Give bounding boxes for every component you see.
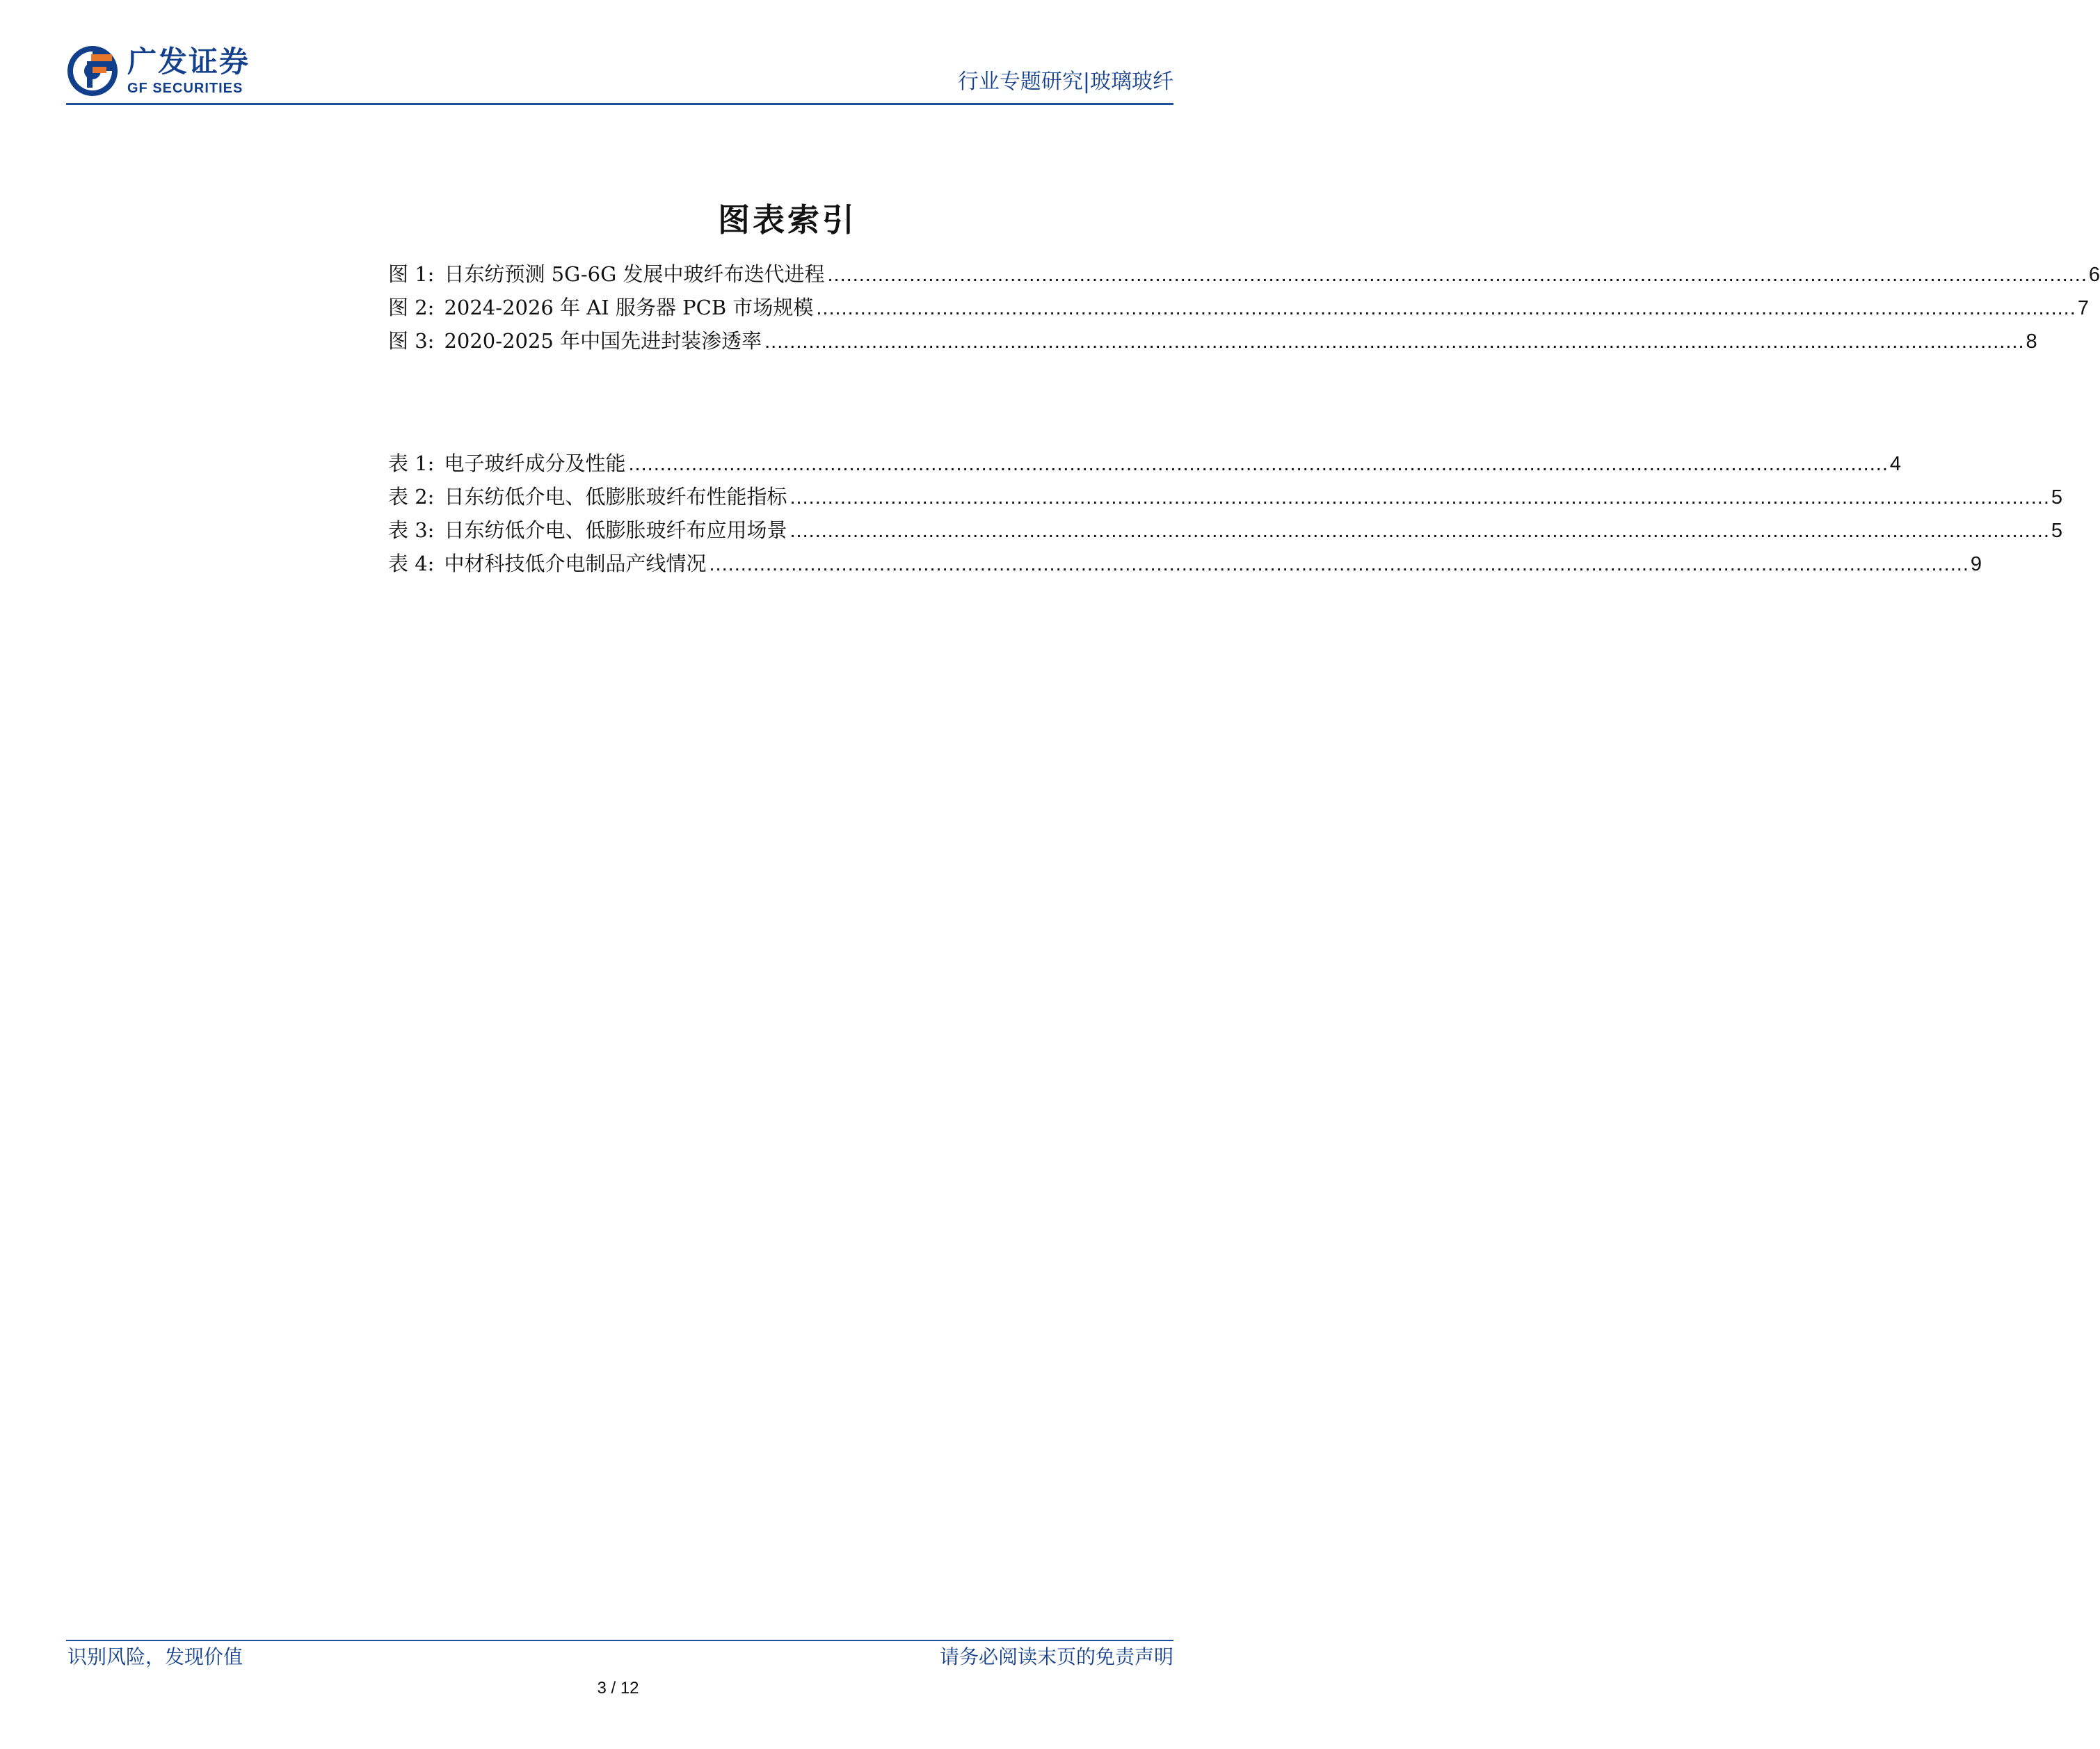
toc-entry-figure-1[interactable] [388, 257, 2100, 291]
toc-entry-table-4[interactable] [388, 547, 1982, 580]
toc-leader-dots: ........................................................................................................................................................................................................ [709, 553, 1969, 575]
toc-entry-figure-3[interactable] [388, 324, 2037, 358]
toc-entry-table-2[interactable] [388, 480, 2063, 513]
toc-entry-title: 中材科技低介电制品产线情况 [444, 552, 707, 575]
toc-entry-page: 9 [1970, 553, 1982, 575]
toc-leader-dots: ........................................................................................................................................................................................................ [789, 486, 2050, 509]
toc-leader-dots: ........................................................................................................................................................................................................ [816, 297, 2076, 319]
toc-entry-label: 图 2: [388, 296, 435, 319]
footer-disclaimer-note: 请务必阅读末页的免责声明 [939, 1645, 1173, 1668]
toc-entry-figure-2[interactable] [388, 291, 2089, 324]
toc-entry-table-1[interactable] [388, 447, 1902, 480]
gf-securities-logo [66, 43, 268, 103]
figure-index-list [388, 257, 2100, 358]
gf-logo-icon [66, 45, 119, 97]
toc-leader-dots: ........................................................................................................................................................................................................ [789, 520, 2050, 542]
page-number: 3 / 12 [597, 1679, 639, 1698]
footer-divider [66, 1640, 1173, 1641]
toc-entry-page: 7 [2077, 297, 2089, 319]
toc-entry-title: 日东纺低介电、低膨胀玻纤布应用场景 [444, 518, 787, 542]
toc-entry-page: 8 [2026, 330, 2037, 353]
toc-entry-label: 表 3: [388, 518, 435, 542]
toc-entry-page: 4 [1889, 453, 1902, 475]
toc-entry-page: 6 [2088, 264, 2100, 286]
toc-entry-label: 图 1: [388, 262, 435, 286]
toc-entry-label: 表 4: [388, 552, 435, 575]
toc-entry-label: 表 2: [388, 485, 435, 509]
header-divider [66, 103, 1173, 105]
page-title: 图表索引 [718, 201, 857, 239]
toc-entry-title: 2020-2025 年中国先进封装渗透率 [444, 329, 762, 353]
toc-entry-title: 日东纺预测 5G-6G 发展中玻纤布迭代进程 [444, 262, 825, 286]
toc-entry-title: 电子玻纤成分及性能 [444, 452, 626, 475]
logo-english-name: GF SECURITIES [127, 81, 243, 96]
toc-entry-table-3[interactable] [388, 513, 2063, 547]
toc-entry-title: 2024-2026 年 AI 服务器 PCB 市场规模 [444, 296, 814, 319]
toc-entry-label: 图 3: [388, 329, 435, 353]
toc-entry-page: 5 [2051, 520, 2063, 542]
toc-leader-dots: ........................................................................................................................................................................................................ [827, 264, 2087, 286]
report-category-title: 行业专题研究|玻璃玻纤 [957, 70, 1173, 94]
toc-entry-label: 表 1: [388, 452, 435, 475]
logo-chinese-name: 广发证券 [127, 45, 250, 79]
toc-entry-page: 5 [2051, 486, 2063, 509]
toc-leader-dots: ........................................................................................................................................................................................................ [764, 330, 2025, 353]
page-header [66, 43, 1173, 103]
toc-leader-dots: ........................................................................................................................................................................................................ [628, 453, 1889, 475]
table-index-list [388, 447, 2063, 580]
toc-entry-title: 日东纺低介电、低膨胀玻纤布性能指标 [444, 485, 787, 509]
footer-slogan: 识别风险，发现价值 [67, 1645, 243, 1668]
